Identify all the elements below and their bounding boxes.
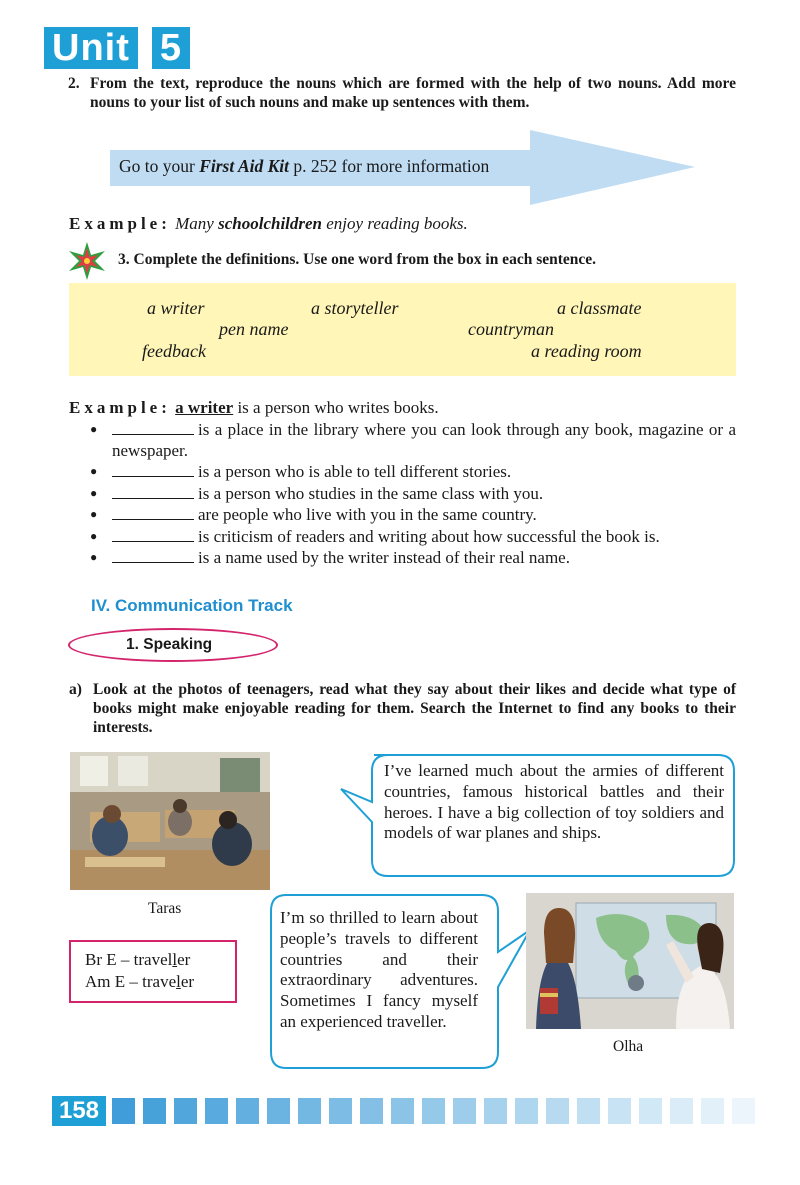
- task-a-letter: a): [69, 681, 82, 698]
- word-option: feedback: [142, 341, 206, 361]
- definition-item: [90, 526, 736, 548]
- task-3-text: Complete the definitions. Use one word from the box in each sentence.: [133, 251, 597, 268]
- word-option: a writer: [147, 298, 205, 318]
- definition-text: is a person who studies in the same class with you.: [198, 483, 544, 503]
- word-option: countryman: [468, 319, 554, 339]
- page-number: 158: [58, 1097, 100, 1124]
- definition-text: is a place in the library where you can look through any book, magazine or a newspaper.: [112, 420, 736, 460]
- answer-blank[interactable]: [112, 526, 194, 542]
- example-2: [69, 398, 439, 418]
- example-1-pre: Many: [175, 214, 219, 233]
- spelling-am: [85, 972, 194, 992]
- answer-blank[interactable]: [112, 504, 194, 520]
- task-3: [118, 250, 738, 269]
- footer-square: [391, 1098, 414, 1124]
- footer-square: [732, 1098, 755, 1124]
- answer-blank[interactable]: [112, 547, 194, 563]
- answer-blank[interactable]: [112, 419, 194, 435]
- example-1-post: enjoy reading books.: [322, 214, 468, 233]
- olha-caption: Olha: [613, 1038, 644, 1055]
- taras-caption: Taras: [148, 900, 182, 917]
- taras-photo: [70, 752, 270, 890]
- first-aid-kit-link[interactable]: First Aid Kit: [199, 156, 290, 176]
- definition-item: [90, 461, 736, 483]
- footer-square: [670, 1098, 693, 1124]
- word-option: a storyteller: [311, 298, 399, 318]
- definition-text: is a name used by the writer instead of their real name.: [198, 548, 570, 567]
- star-icon: [67, 241, 107, 281]
- am-suffix: er: [180, 972, 195, 991]
- footer-square: [267, 1098, 290, 1124]
- definition-text: are people who live with you in the same country.: [198, 505, 537, 524]
- definition-item: [90, 547, 736, 569]
- footer-square: [422, 1098, 445, 1124]
- unit-number: 5: [152, 27, 190, 69]
- example-1-bold: schoolchildren: [218, 214, 323, 233]
- answer-blank[interactable]: [112, 483, 194, 499]
- footer-square: [701, 1098, 724, 1124]
- footer-square: [546, 1098, 569, 1124]
- footer-square: [453, 1098, 476, 1124]
- unit-header: [44, 28, 190, 68]
- footer-square: [298, 1098, 321, 1124]
- footer-square: [515, 1098, 538, 1124]
- footer-square: [639, 1098, 662, 1124]
- olha-quote: I’m so thrilled to learn about people’s travels to different countries and their extraordinary adventures. Sometimes I fancy myself an experienced traveller.: [280, 908, 478, 1031]
- example-label: Example:: [69, 398, 171, 417]
- footer-square: [484, 1098, 507, 1124]
- task-2-number: 2.: [68, 75, 80, 92]
- footer-square: [143, 1098, 166, 1124]
- task-3-number: 3.: [118, 251, 130, 268]
- example-label: Example:: [69, 214, 171, 233]
- footer-square: [360, 1098, 383, 1124]
- footer-square: [608, 1098, 631, 1124]
- definition-item: [90, 483, 736, 505]
- speaking-label: 1. Speaking: [126, 636, 213, 653]
- info-arrow-text: [119, 156, 489, 177]
- answer-blank[interactable]: [112, 461, 194, 477]
- definition-item: [90, 419, 736, 461]
- task-2-text: From the text, reproduce the nouns which are formed with the help of two nouns. Add more nouns to your list of such nouns and make up sentences with them.: [90, 75, 736, 111]
- word-option: a reading room: [531, 341, 642, 361]
- unit-word: Unit: [44, 27, 138, 69]
- task-a: [69, 680, 736, 737]
- footer-square: [112, 1098, 135, 1124]
- definition-item: [90, 504, 736, 526]
- olha-photo: [526, 893, 734, 1029]
- definition-text: is a person who is able to tell different stories.: [198, 462, 512, 481]
- footer-square: [174, 1098, 197, 1124]
- word-box: [69, 283, 736, 376]
- am-mark: l: [176, 972, 181, 991]
- spelling-note: [69, 940, 237, 1003]
- info-suffix: p. 252 for more information: [289, 156, 490, 176]
- task-a-text: Look at the photos of teenagers, read what they say about their likes and decide what type of books might make enjoyable reading for them. Search the Internet to find any books to their interests.: [93, 681, 736, 736]
- taras-quote: I’ve learned much about the armies of different countries, famous historical battles and their heroes. I have a big collection of toy soldiers and models of war planes and ships.: [384, 761, 724, 843]
- info-prefix: Go to your: [119, 156, 200, 176]
- task-2: [68, 74, 736, 112]
- example-2-answer: a writer: [175, 398, 234, 417]
- am-prefix: Am E – trave: [85, 972, 177, 991]
- footer-square: [205, 1098, 228, 1124]
- br-prefix: Br E – travel: [85, 950, 173, 969]
- spelling-br: [85, 950, 190, 970]
- footer-square: [577, 1098, 600, 1124]
- example-1: [69, 214, 468, 234]
- definition-text: is criticism of readers and writing about how successful the book is.: [198, 526, 660, 546]
- word-option: a classmate: [557, 298, 642, 318]
- definitions-list: [90, 419, 736, 569]
- word-option: pen name: [219, 319, 289, 339]
- footer-square: [236, 1098, 259, 1124]
- example-2-rest: is a person who writes books.: [233, 398, 439, 417]
- br-mark: l: [172, 950, 178, 969]
- footer-square: [329, 1098, 352, 1124]
- section-title: IV. Communication Track: [91, 596, 293, 615]
- br-suffix: er: [177, 950, 191, 969]
